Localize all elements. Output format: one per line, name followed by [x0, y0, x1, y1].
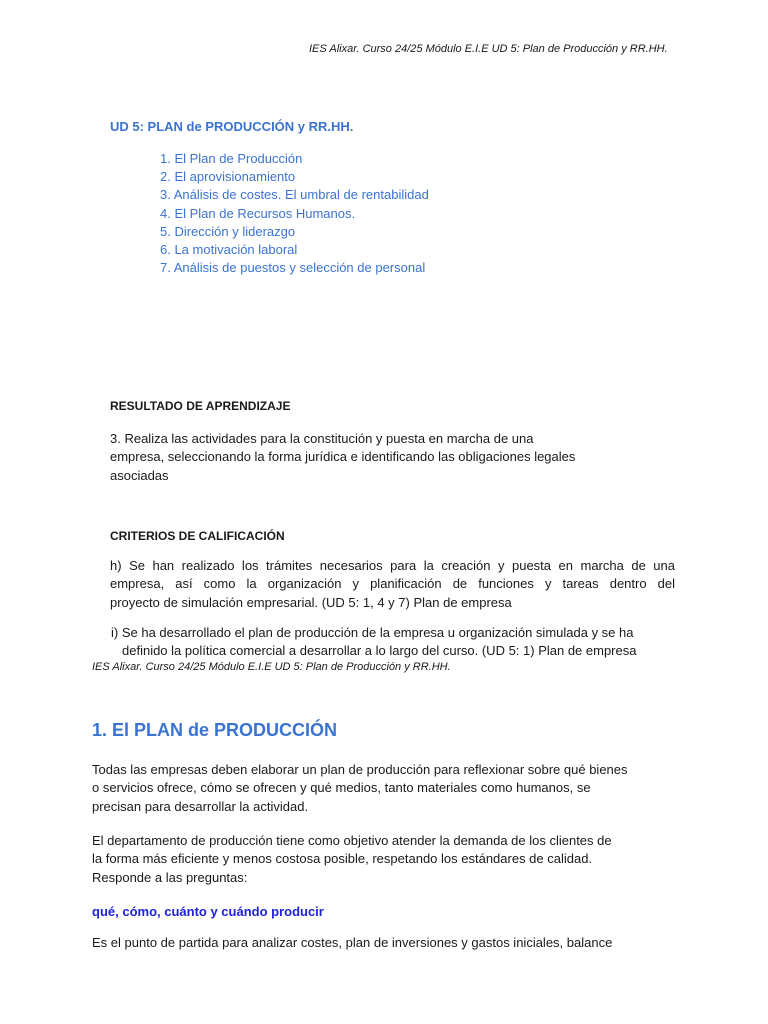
toc-item-5[interactable]: 5. Dirección y liderazgo	[160, 223, 296, 239]
questions-subheading: qué, cómo, cuánto y cuándo producir	[92, 904, 324, 919]
toc-item-3[interactable]: 3. Análisis de costes. El umbral de rentabilidad	[160, 187, 429, 203]
p1-line-3: precisan para desarrollar la actividad.	[92, 798, 309, 814]
paragraph-1	[92, 761, 682, 816]
toc-item-1[interactable]: 1. El Plan de Producción	[160, 151, 303, 166]
criterio-h	[110, 557, 675, 612]
resultado-label: RESULTADO DE APRENDIZAJE	[110, 399, 291, 413]
toc-item-7[interactable]: 7. Análisis de puestos y selección de personal	[160, 260, 426, 276]
resultado-line-2: empresa, seleccionando la forma jurídica e identificando las obligaciones legales	[110, 449, 576, 465]
p1-line-2: o servicios ofrece, cómo se ofrecen y qué medios, tanto materiales como humanos, se	[92, 780, 591, 796]
page-header-2: IES Alixar. Curso 24/25 Módulo E.I.E UD 5: Plan de Producción y RR.HH.	[92, 661, 451, 673]
criterio-i-line-1: i) Se ha desarrollado el plan de producción de la empresa u organización simulada y se ha	[111, 625, 634, 640]
p3-line-1: Es el punto de partida para analizar costes, plan de inversiones y gastos iniciales, balance	[92, 935, 613, 950]
criterio-h-line-3: proyecto de simulación empresarial. (UD 5: 1, 4 y 7) Plan de empresa	[110, 594, 512, 610]
toc-item-2[interactable]: 2. El aprovisionamiento	[160, 169, 296, 185]
resultado-line-3: asociadas	[110, 467, 169, 483]
p1-line-1: Todas las empresas deben elaborar un plan de producción para reflexionar sobre qué bienes	[92, 762, 628, 777]
unit-title: UD 5: PLAN de PRODUCCIÓN y RR.HH.	[110, 119, 354, 134]
paragraph-3	[92, 934, 682, 952]
page-header: IES Alixar. Curso 24/25 Módulo E.I.E UD 5: Plan de Producción y RR.HH.	[309, 43, 668, 55]
criterio-h-line-2: empresa, así como la organización y planificación de funciones y tareas dentro del	[110, 576, 675, 592]
p2-line-3: Responde a las preguntas:	[92, 869, 248, 885]
toc-item-4[interactable]: 4. El Plan de Recursos Humanos.	[160, 205, 356, 221]
criterios-label: CRITERIOS DE CALIFICACIÓN	[110, 529, 285, 543]
paragraph-2	[92, 832, 682, 887]
criterio-h-line-1: h) Se han realizado los trámites necesarios para la creación y puesta en marcha de una	[110, 558, 675, 573]
criterio-i-line-2: definido la política comercial a desarrollar a lo largo del curso. (UD 5: 1) Plan de empresa	[122, 643, 637, 659]
table-of-contents	[160, 150, 429, 277]
p2-line-2: la forma más eficiente y menos costosa posible, respetando los estándares de calidad.	[92, 851, 593, 867]
p2-line-1: El departamento de producción tiene como objetivo atender la demanda de los clientes de	[92, 833, 612, 848]
resultado-line-1: 3. Realiza las actividades para la constitución y puesta en marcha de una	[110, 431, 534, 446]
resultado-text	[110, 430, 670, 485]
toc-item-6[interactable]: 6. La motivación laboral	[160, 241, 298, 257]
criterio-i	[110, 624, 675, 661]
section-heading: 1. El PLAN de PRODUCCIÓN	[92, 720, 338, 740]
